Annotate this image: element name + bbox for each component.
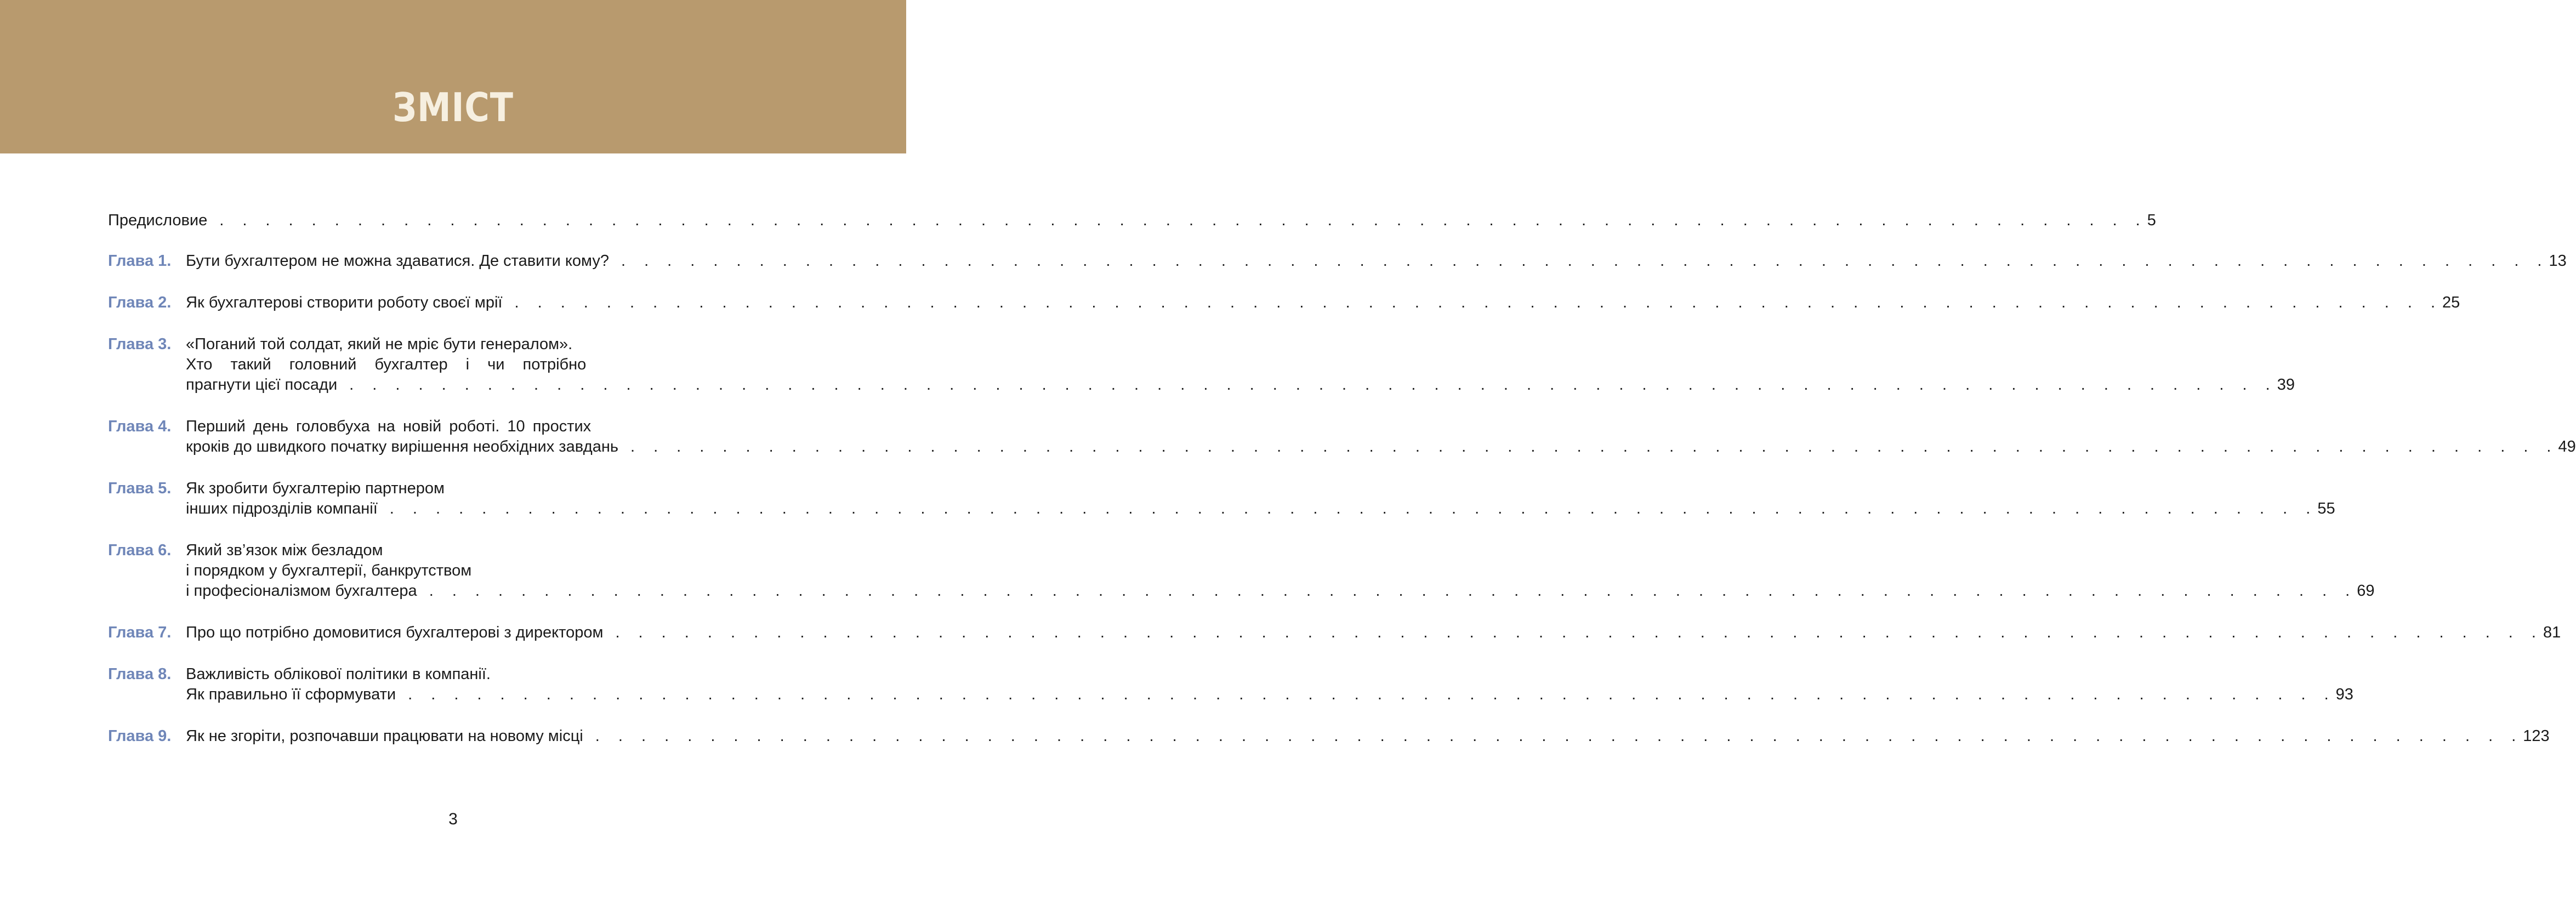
entry-line xyxy=(186,478,2335,499)
dot-leader: . . . . . . . . . . . . . . . . . . . . . . . . . . . . . . . . . . . . . . . . . . . . . . . . . . . . . . . . . . . . . . . . . . . . . . . . . . . . . . . . . . . . xyxy=(429,582,2357,600)
dot-leader: . . . . . . . . . . . . . . . . . . . . . . . . . . . . . . . . . . . . . . . . . . . . . . . . . . . . . . . . . . . . . . . . . . . . . . . . . . . . . . . . . . . . xyxy=(595,727,2523,745)
entry-body xyxy=(186,664,2353,705)
chapter-title-line: Бути бухгалтером не можна здаватися. Де ставити кому? xyxy=(186,252,609,270)
page-number: 25 xyxy=(2442,294,2460,311)
chapter-label: Глава 5. xyxy=(108,480,172,497)
entry-body xyxy=(186,540,2375,601)
chapter-title-line: «Поганий той солдат, який не мріє бути генералом». xyxy=(186,335,573,353)
dot-leader: . . . . . . . . . . . . . . . . . . . . . . . . . . . . . . . . . . . . . . . . . . . . . . . . . . . . . . . . . . . . . . . . . . . . . . . . . . . . . . . . . . . . xyxy=(349,376,2277,394)
chapter-label: Глава 9. xyxy=(108,727,172,745)
page-number: 123 xyxy=(2523,727,2550,745)
entry-line xyxy=(186,251,2567,271)
header-band xyxy=(0,0,906,153)
page-number: 39 xyxy=(2277,376,2295,394)
entry-line xyxy=(186,581,2375,601)
chapter-label: Глава 4. xyxy=(108,418,172,435)
chapter-label: Глава 6. xyxy=(108,542,172,559)
entry-body xyxy=(186,623,2561,643)
chapter-title-line: Важливість облікової політики в компанії. xyxy=(186,665,491,683)
entry-line xyxy=(186,293,2460,313)
entry-line xyxy=(186,664,2353,685)
page-title: ЗМІСТ xyxy=(393,84,514,130)
page-number: 69 xyxy=(2357,582,2375,600)
dot-leader: . . . . . . . . . . . . . . . . . . . . . . . . . . . . . . . . . . . . . . . . . . . . . . . . . . . . . . . . . . . . . . . . . . . . . . . . . . . . . . . . . . . . xyxy=(389,500,2318,517)
dot-leader: . . . . . . . . . . . . . . . . . . . . . . . . . . . . . . . . . . . . . . . . . . . . . . . . . . . . . . . . . . . . . . . . . . . . . . . . . . . . . . . . . . . . xyxy=(219,212,2147,229)
entry-line xyxy=(186,499,2335,519)
page-number-footer: 3 xyxy=(448,810,458,828)
entry-line xyxy=(186,726,2550,747)
dot-leader: . . . . . . . . . . . . . . . . . . . . . . . . . . . . . . . . . . . . . . . . . . . . . . . . . . . . . . . . . . . . . . . . . . . . . . . . . . . . . . . . . . . . xyxy=(630,438,2558,455)
table-of-contents xyxy=(108,210,2576,768)
page-number: 93 xyxy=(2335,686,2353,703)
toc-entry-chapter-8[interactable] xyxy=(108,664,2353,705)
toc-entry-chapter-3[interactable] xyxy=(108,334,2295,395)
page-number: 13 xyxy=(2549,252,2567,270)
entry-line xyxy=(186,540,2375,561)
chapter-label: Глава 1. xyxy=(108,252,172,270)
toc-entry-chapter-1[interactable] xyxy=(108,251,2567,271)
chapter-title-line: Перший день головбуха на новій роботі. 10 простих xyxy=(186,418,592,435)
entry-body xyxy=(186,417,2576,457)
chapter-label: Глава 3. xyxy=(108,335,172,353)
toc-entry-chapter-9[interactable] xyxy=(108,726,2550,747)
toc-entry-chapter-7[interactable] xyxy=(108,623,2561,643)
dot-leader: . . . . . . . . . . . . . . . . . . . . . . . . . . . . . . . . . . . . . . . . . . . . . . . . . . . . . . . . . . . . . . . . . . . . . . . . . . . . . . . . . . . . xyxy=(514,294,2443,311)
entry-body xyxy=(186,293,2460,313)
chapter-title-line: і порядком у бухгалтерії, банкрутством xyxy=(186,562,472,579)
page-number: 81 xyxy=(2543,624,2561,641)
entry-line xyxy=(186,417,2576,437)
chapter-label: Глава 8. xyxy=(108,665,172,683)
chapter-title-line: Хто такий головний бухгалтер і чи потрібно xyxy=(186,356,587,373)
entry-body xyxy=(108,210,2156,231)
chapter-title-line: Про що потрібно домовитися бухгалтерові з директором xyxy=(186,624,604,641)
dot-leader: . . . . . . . . . . . . . . . . . . . . . . . . . . . . . . . . . . . . . . . . . . . . . . . . . . . . . . . . . . . . . . . . . . . . . . . . . . . . . . . . . . . . xyxy=(615,624,2543,641)
entry-line xyxy=(186,334,2295,355)
entry-line xyxy=(186,685,2353,705)
toc-entry-chapter-4[interactable] xyxy=(108,417,2576,457)
page-number: 55 xyxy=(2317,500,2335,517)
chapter-label: Глава 2. xyxy=(108,294,172,311)
entry-line xyxy=(186,623,2561,643)
entry-body xyxy=(186,726,2550,747)
chapter-title-line: прагнути цієї посади xyxy=(186,376,338,394)
entry-line xyxy=(108,210,2156,231)
preface-title: Предисловие xyxy=(108,212,208,229)
entry-body xyxy=(186,334,2295,395)
chapter-title-line: інших підрозділів компанії xyxy=(186,500,378,517)
chapter-title-line: Який зв’язок між безладом xyxy=(186,542,383,559)
entry-line xyxy=(186,437,2576,457)
chapter-title-line: кроків до швидкого початку вирішення необхідних завдань xyxy=(186,438,618,455)
toc-entry-chapter-5[interactable] xyxy=(108,478,2335,519)
entry-body xyxy=(186,251,2567,271)
page-number: 49 xyxy=(2558,438,2576,455)
toc-entry-chapter-2[interactable] xyxy=(108,293,2460,313)
dot-leader: . . . . . . . . . . . . . . . . . . . . . . . . . . . . . . . . . . . . . . . . . . . . . . . . . . . . . . . . . . . . . . . . . . . . . . . . . . . . . . . . . . . . xyxy=(408,686,2336,703)
chapter-label: Глава 7. xyxy=(108,624,172,641)
entry-line xyxy=(186,375,2295,395)
entry-line xyxy=(186,355,2295,375)
toc-entry-preface[interactable] xyxy=(108,210,2156,231)
entry-body xyxy=(186,478,2335,519)
chapter-title-line: і професіоналізмом бухгалтера xyxy=(186,582,417,600)
page-number: 5 xyxy=(2147,212,2156,229)
chapter-title-line: Як бухгалтерові створити роботу своєї мрії xyxy=(186,294,503,311)
chapter-title-line: Як зробити бухгалтерію партнером xyxy=(186,480,445,497)
entry-line xyxy=(186,561,2375,581)
chapter-title-line: Як правильно її сформувати xyxy=(186,686,396,703)
toc-entry-chapter-6[interactable] xyxy=(108,540,2375,601)
dot-leader: . . . . . . . . . . . . . . . . . . . . . . . . . . . . . . . . . . . . . . . . . . . . . . . . . . . . . . . . . . . . . . . . . . . . . . . . . . . . . . . . . . . . xyxy=(621,252,2549,270)
chapter-title-line: Як не згоріти, розпочавши працювати на новому місці xyxy=(186,727,583,745)
